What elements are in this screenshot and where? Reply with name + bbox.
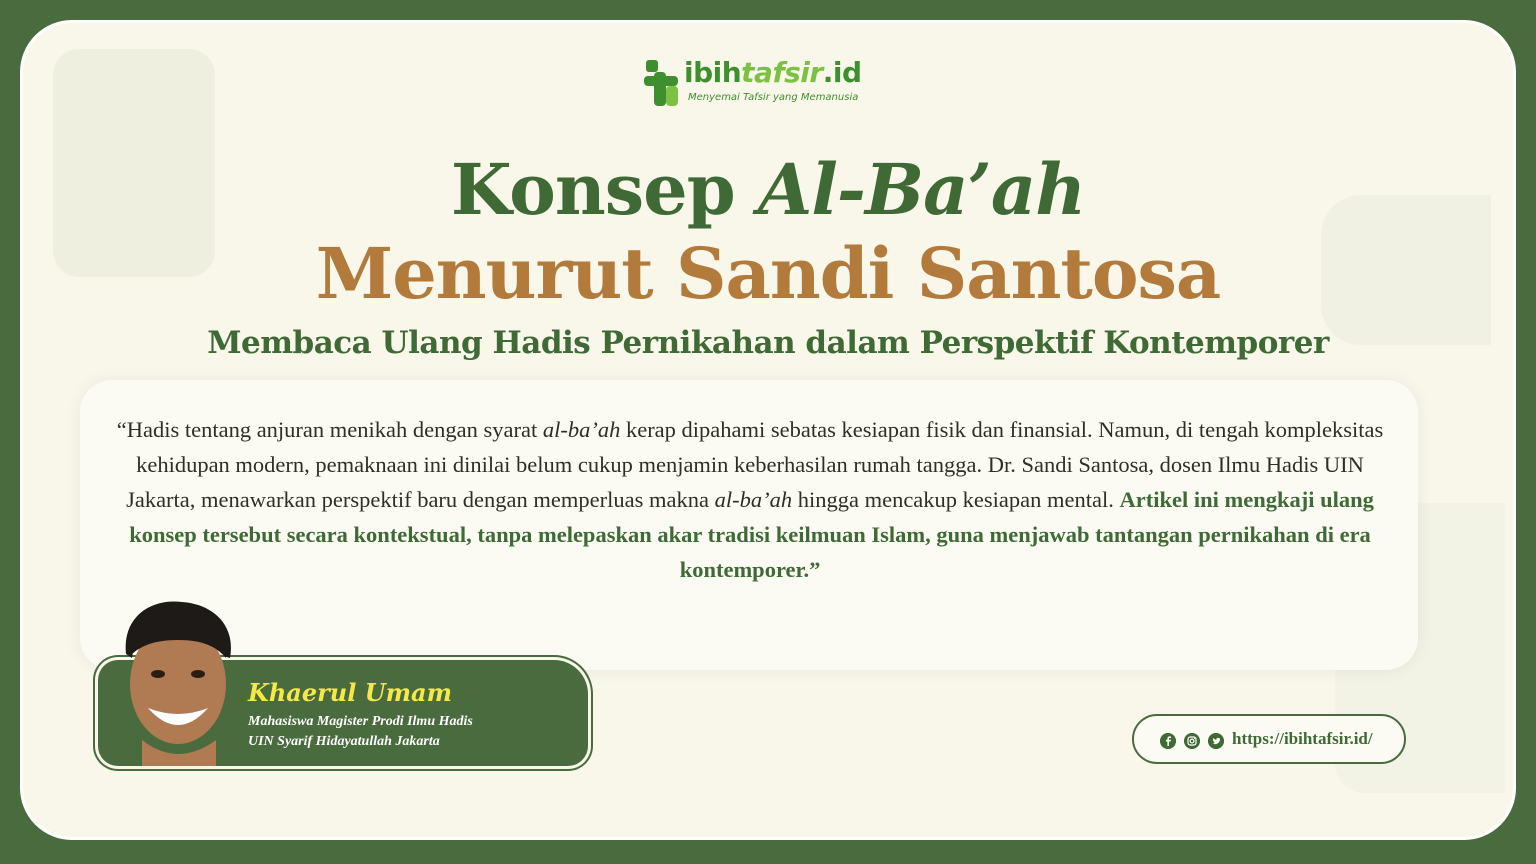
site-logo [644, 54, 874, 116]
website-link[interactable]: https://ibihtafsir.id/ [1232, 729, 1373, 748]
title-line-1: Konsep Al-Ba’ah [450, 148, 1086, 231]
subtitle: Membaca Ulang Hadis Pernikahan dalam Perspektif Kontemporer [207, 325, 1329, 361]
facebook-icon[interactable] [1160, 733, 1176, 749]
social-links [1132, 714, 1406, 764]
author-avatar [112, 596, 240, 766]
logo-wordmark: ibihtafsir.id [684, 56, 862, 89]
author-role: Mahasiswa Magister Prodi Ilmu Hadis UIN Syarif Hidayatullah Jakarta [248, 714, 473, 749]
instagram-icon[interactable] [1184, 733, 1200, 749]
logo-mark-icon [644, 58, 680, 108]
logo-tagline: Menyemai Tafsir yang Memanusia [688, 92, 859, 103]
quote-text: “Hadis tentang anjuran menikah dengan syarat al-ba’ah kerap dipahami sebatas kesiapan fisik dan finansial. Namun, di tengah kompleksitas kehidupan modern, pemaknaan ini dinilai belum cukup menjamin keberhasilan rumah tangga. Dr. Sandi Santosa, dosen Ilmu Hadis UIN Jakarta, menawarkan perspektif baru dengan memperluas makna al-ba’ah hingga mencakup kesiapan mental. Artikel ini mengkaji ulang konsep tersebut secara kontekstual, tanpa melepaskan akar tradisi keilmuan Islam, guna menjawab tantangan pernikahan di era kontemporer.” [116, 417, 1384, 582]
author-name: Khaerul Umam [248, 678, 452, 707]
twitter-icon[interactable] [1208, 733, 1224, 749]
title-line-2: Menurut Sandi Santosa [315, 232, 1221, 315]
